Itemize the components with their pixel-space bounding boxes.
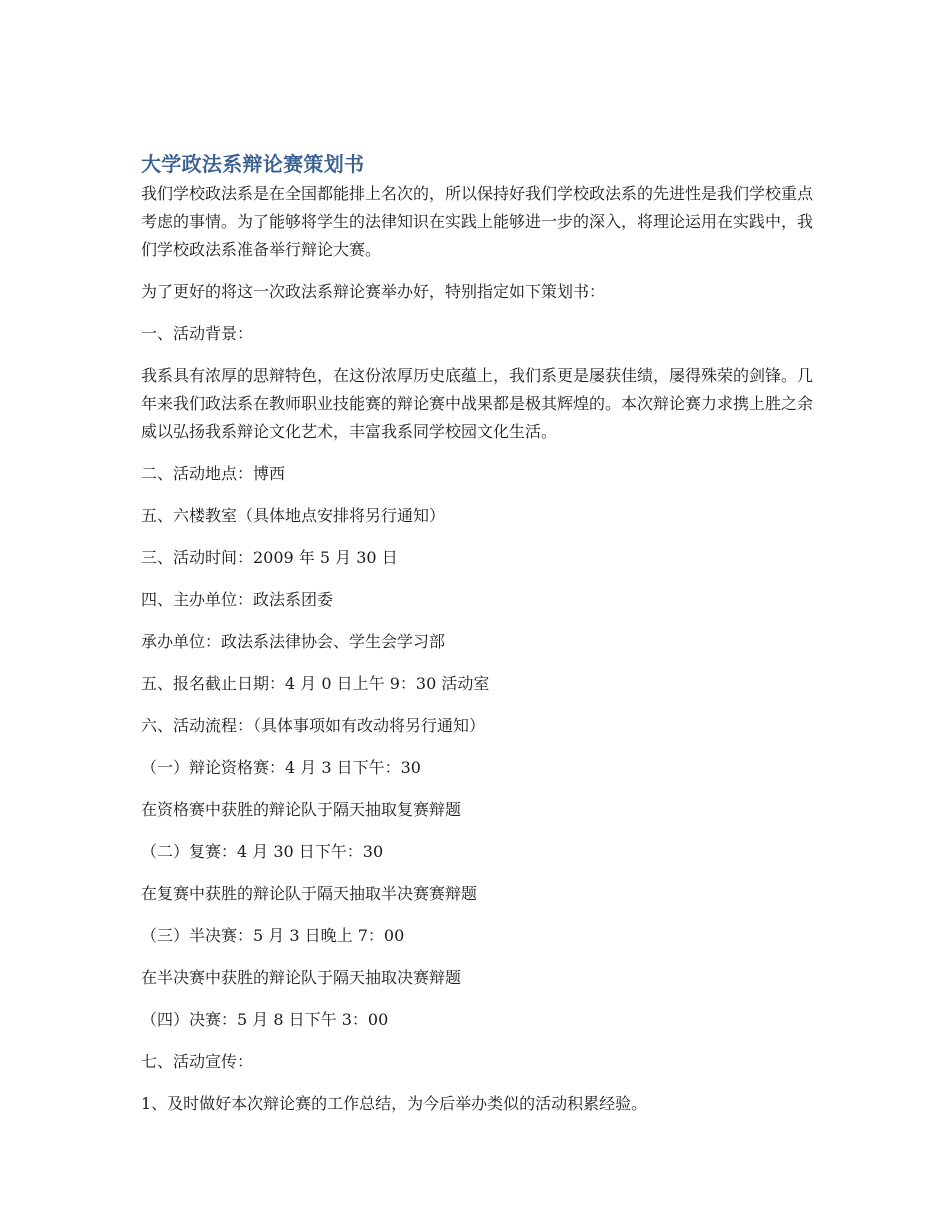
location-detail-line: 五、六楼教室（具体地点安排将另行通知） [141, 506, 446, 525]
document-title: 大学政法系辩论赛策划书 [141, 152, 365, 176]
document-body [141, 150, 813, 1132]
qualifier-line: （一）辩论资格赛：4 月 3 日下午：30 [141, 758, 421, 777]
organizer-line: 承办单位：政法系法律协会、学生会学习部 [141, 632, 446, 651]
semifinal-note: 在半决赛中获胜的辩论队于隔天抽取决赛辩题 [141, 968, 462, 987]
plan-intro-paragraph: 为了更好的将这一次政法系辩论赛举办好，特别指定如下策划书： [141, 282, 606, 301]
publicity-item-1: 1、及时做好本次辩论赛的工作总结，为今后举办类似的活动积累经验。 [141, 1094, 648, 1113]
semifinal-line: （三）半决赛：5 月 3 日晚上 7：00 [141, 926, 405, 945]
second-round-line: （二）复赛：4 月 30 日下午：30 [141, 842, 384, 861]
second-round-note: 在复赛中获胜的辩论队于隔天抽取半决赛赛辩题 [141, 884, 478, 903]
intro-paragraph: 我们学校政法系是在全国都能排上名次的，所以保持好我们学校政法系的先进性是我们学校重点考虑的事情。为了能够将学生的法律知识在实践上能够进一步的深入，将理论运用在实践中，我们学校政法系准备举行辩论大赛。 [141, 184, 814, 259]
final-line: （四）决赛：5 月 8 日下午 3：00 [141, 1010, 389, 1029]
time-line: 三、活动时间：2009 年 5 月 30 日 [141, 548, 398, 567]
location-line: 二、活动地点：博西 [141, 464, 286, 483]
section-heading-process: 六、活动流程：（具体事项如有改动将另行通知） [141, 716, 486, 735]
section-heading-background: 一、活动背景： [141, 324, 254, 343]
host-line: 四、主办单位：政法系团委 [141, 590, 334, 609]
qualifier-note: 在资格赛中获胜的辩论队于隔天抽取复赛辩题 [141, 800, 462, 819]
section-heading-publicity: 七、活动宣传： [141, 1052, 254, 1071]
background-paragraph: 我系具有浓厚的思辩特色，在这份浓厚历史底蕴上，我们系更是屡获佳绩，屡得殊荣的剑锋。几年来我们政法系在教师职业技能赛的辩论赛中战果都是极其辉煌的。本次辩论赛力求携上胜之余威以弘扬我系辩论文化艺术，丰富我系同学校园文化生活。 [141, 366, 814, 441]
deadline-line: 五、报名截止日期：4 月 0 日上午 9：30 活动室 [141, 674, 490, 693]
